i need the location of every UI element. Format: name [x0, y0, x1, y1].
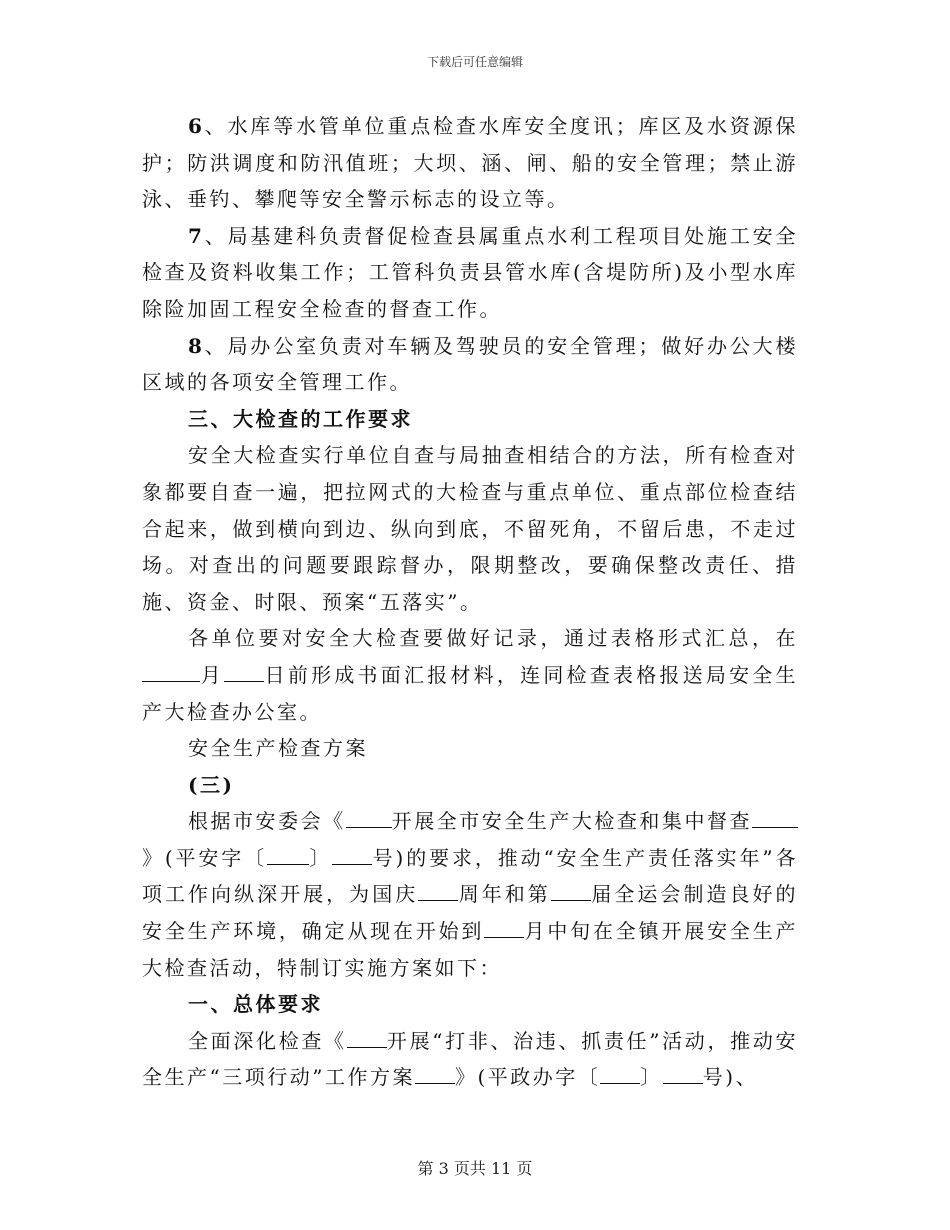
fill-blank — [142, 663, 200, 682]
fill-blank — [600, 1065, 640, 1084]
fill-blank — [663, 1065, 703, 1084]
item-text: 、水库等水管单位重点检查水库安全度讯；库区及水资源保护；防洪调度和防汛值班；大坝、涵、闸、船的安全管理；禁止游泳、垂钓、攀爬等安全警示标志的设立等。 — [142, 114, 798, 212]
paragraph-basis: 根据市安委会《 开展全市安全生产大检查和集中督查》(平安字〔 〕 号)的要求，推动“安全生产责任落实年”各项工作向纵深开展，为国庆 周年和第 届全运会制造良好的安全生产环境，确定从现在开始到 月中旬在全镇开展安全生产大检查活动，特制订实施方案如下： — [142, 809, 799, 980]
document-subtitle: 安全生产检查方案 — [188, 736, 368, 761]
fill-blank — [418, 882, 458, 901]
paragraph-records: 各单位要对安全大检查要做好记录，通过表格形式汇总，在月 日前形成书面汇报材料，连同检查表格报送局安全生产大检查办公室。 — [142, 626, 799, 724]
item-7 — [142, 218, 798, 328]
paragraph-overall: 全面深化检查《 开展“打非、治违、抓责任”活动，推动安全生产“三项行动”工作方案 》(平政办字〔 〕 号)、 — [142, 1028, 799, 1090]
item-number: 7 — [188, 223, 205, 248]
document-body — [142, 108, 798, 1096]
item-text: 、局办公室负责对车辆及驾驶员的安全管理；做好办公大楼区域的各项安全管理工作。 — [142, 333, 798, 395]
fill-blank — [415, 1065, 455, 1084]
item-6 — [142, 108, 798, 218]
fill-blank — [267, 846, 309, 865]
section-heading-1: 一、总体要求 — [188, 992, 323, 1017]
item-text: 、局基建科负责督促检查县属重点水利工程项目处施工安全检查及资料收集工作；工管科负责县管水库(含堤防所)及小型水库除险加固工程安全检查的督查工作。 — [142, 223, 798, 321]
fill-blank — [346, 809, 392, 828]
fill-blank — [347, 1029, 387, 1048]
fill-blank — [224, 663, 264, 682]
section-heading-3: 三、大检查的工作要求 — [188, 406, 413, 431]
fill-blank — [752, 809, 798, 828]
item-number: 8 — [188, 333, 205, 358]
item-8 — [142, 328, 798, 401]
item-number: 6 — [188, 114, 205, 138]
paragraph-requirements: 安全大检查实行单位自查与局抽查相结合的方法，所有检查对象都要自查一遍，把拉网式的大检查与重点单位、重点部位检查结合起来，做到横向到边、纵向到底，不留死角，不留后患，不走过场。对查出的问题要跟踪督办，限期整改，要确保整改责任、措施、资金、时限、预案“五落实”。 — [142, 443, 798, 614]
page-footer: 第 3 页共 11 页 — [417, 1159, 533, 1178]
page-header: 下载后可任意编辑 — [426, 55, 523, 69]
fill-blank — [484, 919, 524, 938]
fill-blank — [551, 882, 591, 901]
fill-blank — [332, 846, 372, 865]
part-number: (三) — [188, 772, 235, 797]
